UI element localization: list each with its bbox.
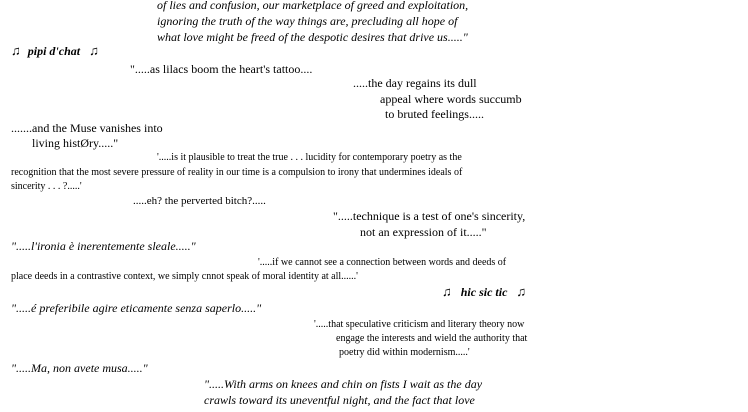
- pipi-dchat-heading: [11, 44, 99, 57]
- speculative-line-2: engage the interests and wield the authority that: [336, 333, 528, 344]
- pipi-dchat-title: pipi d'chat: [27, 44, 81, 58]
- lucidity-line-2: recognition that the most severe pressure of reality in our time is a compulsion to irony that undermines ideals of: [11, 167, 463, 178]
- lucidity-line-1: '.....is it plausible to treat the true . . . lucidity for contemporary poetry as the: [157, 152, 462, 163]
- opening-line-1: of lies and confusion, our marketplace of greed and exploitation,: [157, 0, 469, 12]
- speculative-line-1: '.....that speculative criticism and literary theory now: [314, 319, 525, 330]
- preferibile-line: ".....é preferibile agire eticamente senza saperlo.....": [11, 301, 262, 315]
- connection-line-1: '.....if we cannot see a connection between words and deeds of: [258, 257, 507, 268]
- opening-line-3: what love might be freed of the despotic desires that drive us.....": [157, 30, 468, 44]
- music-note-icon: ♫: [442, 284, 452, 299]
- muse-line-1: .......and the Muse vanishes into: [11, 121, 163, 135]
- lilacs-line: ".....as lilacs boom the heart's tattoo....: [130, 62, 313, 76]
- day-line-1: .....the day regains its dull: [353, 76, 477, 90]
- day-line-2: appeal where words succumb: [380, 92, 522, 106]
- arms-line-2: crawls toward its uneventful night, and the fact that love: [204, 393, 475, 407]
- arms-line-1: ".....With arms on knees and chin on fists I wait as the day: [204, 377, 483, 391]
- music-note-icon: ♫: [516, 284, 527, 299]
- ironia-line: ".....l'ironia è inerentemente sleale.....": [11, 239, 196, 253]
- muse-line-2: living histØry.....": [32, 136, 119, 150]
- technique-line-2: not an expression of it.....": [360, 225, 487, 239]
- opening-line-2: ignoring the truth of the way things are, precluding all hope of: [157, 14, 458, 28]
- music-note-icon: ♫: [89, 43, 99, 58]
- technique-line-1: ".....technique is a test of one's sincerity,: [333, 209, 526, 223]
- hic-sic-tic-title: hic sic tic: [460, 285, 508, 299]
- perverted-line: .....eh? the perverted bitch?.....: [133, 195, 266, 207]
- musa-line: ".....Ma, non avete musa.....": [11, 361, 148, 375]
- hic-sic-tic-heading: [442, 285, 526, 298]
- day-line-3: to bruted feelings.....: [385, 107, 484, 121]
- lucidity-line-3: sincerity . . . ?.....': [11, 181, 82, 192]
- music-note-icon: ♫: [11, 43, 21, 58]
- speculative-line-3: poetry did within modernism.....': [339, 347, 470, 358]
- connection-line-2: place deeds in a contrastive context, we simply cnnot speak of moral identity at all......': [11, 271, 358, 282]
